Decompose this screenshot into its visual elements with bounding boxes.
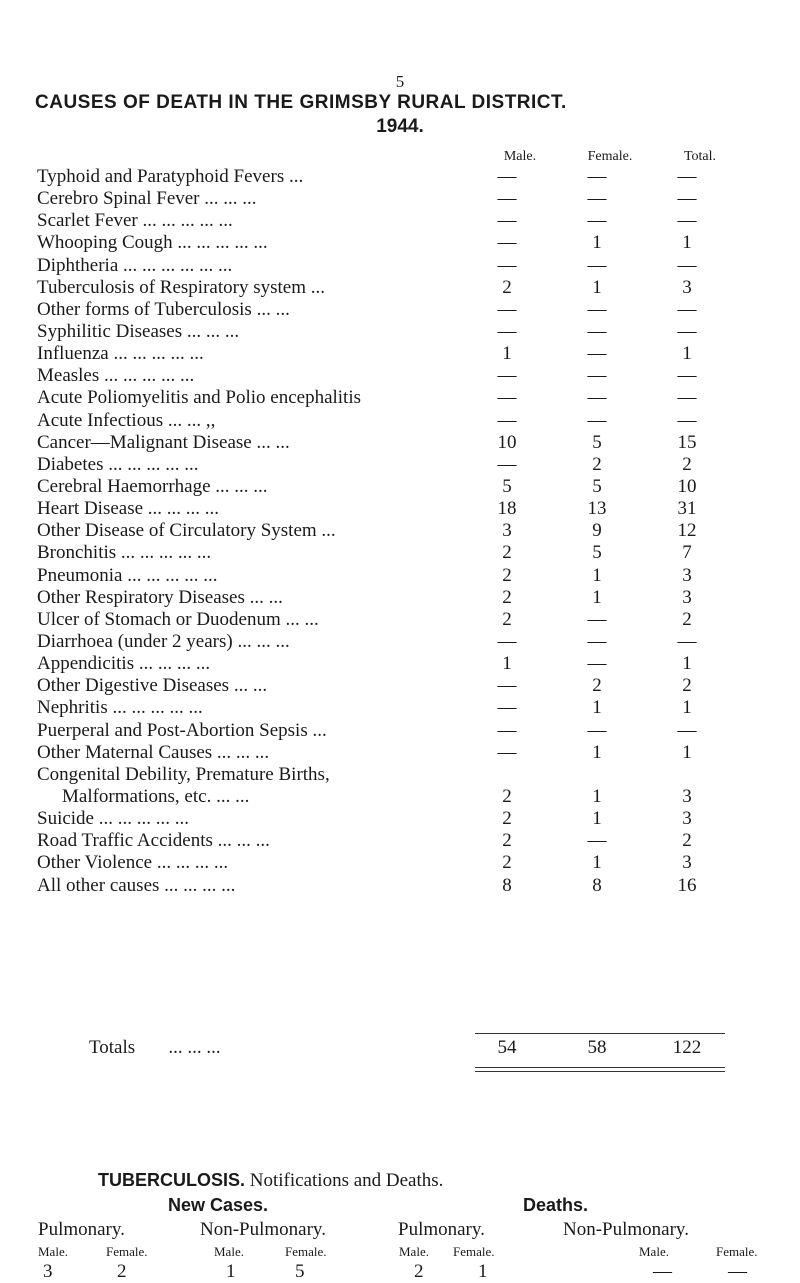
cell-female: 1	[592, 808, 602, 830]
cell-male: —	[497, 210, 517, 232]
table-row	[37, 631, 757, 653]
cell-total: 1	[682, 653, 692, 675]
cell-female: —	[587, 630, 607, 652]
table-row	[37, 653, 757, 675]
totals-row	[37, 1036, 757, 1060]
table-row	[37, 210, 757, 232]
cell-female: —	[587, 365, 607, 387]
cell-male: —	[497, 365, 517, 387]
cause-label: Cerebro Spinal Fever ... ... ...	[37, 188, 257, 210]
table-row	[37, 454, 757, 476]
new-pulm-female-label: Female.	[106, 1244, 148, 1259]
cell-female: 1	[592, 276, 602, 298]
cause-label: Measles ... ... ... ... ...	[37, 365, 195, 387]
cell-female: 8	[592, 874, 602, 896]
cause-label: Other forms of Tuberculosis ... ...	[37, 298, 290, 320]
cause-label: Tuberculosis of Respiratory system ...	[37, 276, 325, 298]
cause-label: Diabetes ... ... ... ... ...	[37, 453, 199, 475]
cell-female: 13	[587, 498, 607, 520]
cell-total: 2	[682, 830, 692, 852]
death-nonpulm-female-value: —	[728, 1261, 747, 1282]
table-row	[37, 852, 757, 874]
death-nonpulm-female-label: Female.	[716, 1244, 758, 1259]
cell-male: 2	[502, 586, 512, 608]
cell-female: 5	[592, 542, 602, 564]
cell-total: 1	[682, 232, 692, 254]
cell-total: —	[677, 254, 697, 276]
table-row	[37, 675, 757, 697]
death-nonpulm-male-label: Male.	[639, 1244, 669, 1259]
cell-total: 3	[682, 808, 692, 830]
cell-female: 2	[592, 675, 602, 697]
table-row	[37, 432, 757, 454]
cell-male: —	[497, 453, 517, 475]
table-row	[37, 387, 757, 409]
cell-total: 15	[677, 431, 697, 453]
page-title: CAUSES OF DEATH IN THE GRIMSBY RURAL DISTRICT.	[35, 92, 567, 113]
death-pulm-male-value: 2	[414, 1261, 424, 1282]
sum-rule	[475, 1033, 725, 1034]
column-header-total: Total.	[683, 149, 717, 164]
cell-total: —	[677, 365, 697, 387]
cell-female: 1	[592, 697, 602, 719]
cell-female: —	[587, 210, 607, 232]
table-row	[37, 875, 757, 897]
table-row	[37, 255, 757, 277]
cause-label: Pneumonia ... ... ... ... ...	[37, 564, 218, 586]
table-row	[37, 697, 757, 719]
cell-male: —	[497, 254, 517, 276]
cell-total: 3	[682, 785, 692, 807]
cause-label: Ulcer of Stomach or Duodenum ... ...	[37, 608, 319, 630]
cell-total: —	[677, 409, 697, 431]
table-row	[37, 365, 757, 387]
cell-male: 1	[502, 343, 512, 365]
causes-table	[37, 166, 757, 897]
cell-male: 2	[502, 608, 512, 630]
table-row	[37, 188, 757, 210]
title-year: 1944.	[376, 116, 424, 137]
cause-label: Other Respiratory Diseases ... ...	[37, 586, 283, 608]
totals-label: Totals ... ... ...	[89, 1037, 221, 1058]
cell-female: 1	[592, 232, 602, 254]
cell-total: —	[677, 188, 697, 210]
cell-male: 2	[502, 276, 512, 298]
cause-label: Acute Infectious ... ... ,,	[37, 409, 216, 431]
table-row	[37, 565, 757, 587]
table-row	[37, 299, 757, 321]
cell-total: 10	[677, 475, 697, 497]
cell-male: —	[497, 719, 517, 741]
new-cases-heading: New Cases.	[168, 1195, 269, 1215]
cause-label: Influenza ... ... ... ... ...	[37, 343, 204, 365]
table-row	[37, 476, 757, 498]
cell-female: —	[587, 254, 607, 276]
cell-total: —	[677, 719, 697, 741]
totals-female: 58	[587, 1037, 607, 1058]
cell-female: 1	[592, 586, 602, 608]
cell-male: —	[497, 409, 517, 431]
cell-total: 3	[682, 852, 692, 874]
cell-male: —	[497, 166, 517, 187]
death-pulm-female-value: 1	[478, 1261, 488, 1282]
cause-label: Puerperal and Post-Abortion Sepsis ...	[37, 719, 327, 741]
new-nonpulm-male-label: Male.	[214, 1244, 244, 1259]
table-row	[37, 410, 757, 432]
cause-label: Nephritis ... ... ... ... ...	[37, 697, 203, 719]
table-row	[37, 720, 757, 742]
cell-total: 1	[682, 697, 692, 719]
cell-male: 2	[502, 542, 512, 564]
cell-total: 16	[677, 874, 697, 896]
cause-label: Appendicitis ... ... ... ...	[37, 653, 211, 675]
cell-total: —	[677, 320, 697, 342]
cause-label: Typhoid and Paratyphoid Fevers ...	[37, 166, 304, 187]
cell-female: 5	[592, 431, 602, 453]
cell-male: —	[497, 188, 517, 210]
cell-female: 1	[592, 564, 602, 586]
table-row	[37, 542, 757, 564]
cell-female: 1	[592, 785, 602, 807]
cell-female: —	[587, 387, 607, 409]
cause-label: Cerebral Haemorrhage ... ... ...	[37, 475, 268, 497]
cause-label: Congenital Debility, Premature Births,	[37, 763, 330, 785]
cell-total: 12	[677, 520, 697, 542]
death-pulm-female-label: Female.	[453, 1244, 495, 1259]
cell-female: 2	[592, 453, 602, 475]
cell-male: —	[497, 741, 517, 763]
table-row	[37, 232, 757, 254]
cause-label: Acute Poliomyelitis and Polio encephalitis	[37, 387, 362, 409]
new-pulm-male-value: 3	[43, 1261, 53, 1282]
totals-total: 122	[672, 1037, 702, 1058]
cause-label: Suicide ... ... ... ... ...	[37, 808, 189, 830]
new-non-pulmonary-label: Non-Pulmonary.	[200, 1219, 326, 1240]
table-row	[37, 321, 757, 343]
cause-label: Other Digestive Diseases ... ...	[37, 675, 268, 697]
table-row	[37, 808, 757, 830]
cell-male: 2	[502, 808, 512, 830]
cell-total: 2	[682, 675, 692, 697]
cell-female: —	[587, 719, 607, 741]
table-row	[37, 830, 757, 852]
cell-male: —	[497, 298, 517, 320]
cell-male: 18	[497, 498, 517, 520]
cell-male: —	[497, 697, 517, 719]
table-row	[37, 166, 757, 188]
cause-label: Bronchitis ... ... ... ... ...	[37, 542, 212, 564]
cell-female: —	[587, 409, 607, 431]
cell-female: —	[587, 188, 607, 210]
cell-female: 9	[592, 520, 602, 542]
new-nonpulm-female-label: Female.	[285, 1244, 327, 1259]
page-number: 5	[395, 72, 405, 91]
cell-female: 5	[592, 475, 602, 497]
cause-label: Cancer—Malignant Disease ... ...	[37, 431, 290, 453]
cell-female: 1	[592, 852, 602, 874]
cell-male: —	[497, 630, 517, 652]
cell-male: 2	[502, 785, 512, 807]
cause-label-continued: Malformations, etc. ... ...	[62, 785, 250, 807]
cell-female: —	[587, 298, 607, 320]
cause-label: All other causes ... ... ... ...	[37, 874, 236, 896]
cell-male: 10	[497, 431, 517, 453]
death-pulmonary-label: Pulmonary.	[398, 1219, 485, 1240]
tuberculosis-heading: TUBERCULOSIS. Notifications and Deaths.	[98, 1170, 444, 1191]
table-row	[37, 609, 757, 631]
cell-total: 1	[682, 741, 692, 763]
cause-label: Syphilitic Diseases ... ... ...	[37, 320, 240, 342]
death-nonpulm-male-value: —	[653, 1261, 672, 1282]
totals-male: 54	[497, 1037, 517, 1058]
cell-female: —	[587, 166, 607, 187]
cell-total: 3	[682, 564, 692, 586]
cell-total: —	[677, 387, 697, 409]
cell-total: 3	[682, 586, 692, 608]
cause-label: Heart Disease ... ... ... ...	[37, 498, 220, 520]
cell-female: —	[587, 320, 607, 342]
cell-male: 2	[502, 852, 512, 874]
cell-male: 8	[502, 874, 512, 896]
cell-male: —	[497, 320, 517, 342]
cause-label: Diphtheria ... ... ... ... ... ...	[37, 254, 233, 276]
column-header-male: Male.	[503, 149, 537, 164]
new-pulm-male-label: Male.	[38, 1244, 68, 1259]
cause-label: Other Violence ... ... ... ...	[37, 852, 229, 874]
cell-total: 2	[682, 453, 692, 475]
table-row	[37, 277, 757, 299]
cell-total: —	[677, 166, 697, 187]
cause-label: Other Disease of Circulatory System ...	[37, 520, 336, 542]
death-pulm-male-label: Male.	[399, 1244, 429, 1259]
cell-total: 7	[682, 542, 692, 564]
table-row	[37, 343, 757, 365]
cell-female: —	[587, 608, 607, 630]
cell-female: —	[587, 830, 607, 852]
double-rule	[475, 1067, 725, 1072]
cell-male: —	[497, 232, 517, 254]
new-pulmonary-label: Pulmonary.	[38, 1219, 125, 1240]
cell-female: —	[587, 653, 607, 675]
deaths-heading: Deaths.	[523, 1195, 589, 1215]
new-pulm-female-value: 2	[117, 1261, 127, 1282]
cell-female: —	[587, 343, 607, 365]
cell-total: 2	[682, 608, 692, 630]
cell-total: —	[677, 210, 697, 232]
table-row	[37, 520, 757, 542]
cause-label: Whooping Cough ... ... ... ... ...	[37, 232, 268, 254]
new-nonpulm-female-value: 5	[295, 1261, 305, 1282]
cause-label: Diarrhoea (under 2 years) ... ... ...	[37, 630, 290, 652]
cause-label: Road Traffic Accidents ... ... ...	[37, 830, 270, 852]
new-nonpulm-male-value: 1	[226, 1261, 236, 1282]
cell-male: 1	[502, 653, 512, 675]
cell-male: 3	[502, 520, 512, 542]
cause-label: Other Maternal Causes ... ... ...	[37, 741, 270, 763]
cell-male: 2	[502, 830, 512, 852]
cause-label: Scarlet Fever ... ... ... ... ...	[37, 210, 233, 232]
column-header-female: Female.	[587, 149, 633, 164]
cell-male: —	[497, 387, 517, 409]
cell-male: —	[497, 675, 517, 697]
cell-total: 3	[682, 276, 692, 298]
cell-male: 2	[502, 564, 512, 586]
cell-total: 31	[677, 498, 697, 520]
death-non-pulmonary-label: Non-Pulmonary.	[563, 1219, 689, 1240]
table-row	[37, 498, 757, 520]
cell-female: 1	[592, 741, 602, 763]
cell-total: —	[677, 630, 697, 652]
cell-male: 5	[502, 475, 512, 497]
table-row	[37, 764, 757, 808]
table-row	[37, 587, 757, 609]
cell-total: 1	[682, 343, 692, 365]
table-row	[37, 742, 757, 764]
cell-total: —	[677, 298, 697, 320]
